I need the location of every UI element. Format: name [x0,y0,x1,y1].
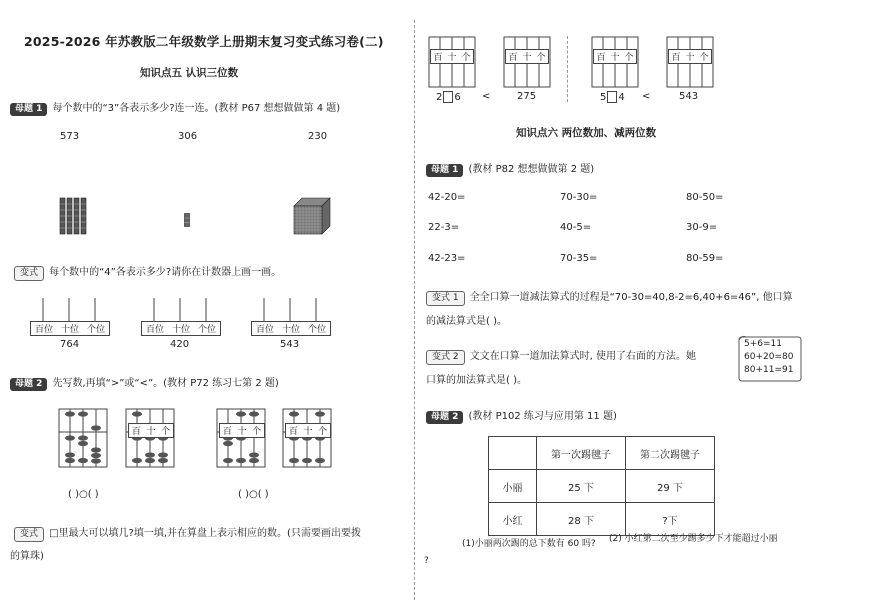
abacus-label-ones: 个 [624,53,634,63]
blank-box[interactable] [607,91,617,103]
table-cell: 小丽 [489,470,537,503]
abacus-top-2 [503,36,551,88]
v2-badge: 变式 [14,527,44,542]
digit-pre: 5 [600,92,607,103]
s6-v1-text-cont: 的减法算式是( )。 [426,316,507,327]
abacus-label-hundreds: 百 [288,427,298,437]
table-cell: 28 下 [537,503,626,536]
sub-question-2-end: ? [424,556,429,566]
abacus-label-hundreds: 百 [433,53,443,63]
s6-v1-badge: 变式 1 [426,291,465,306]
s6-v2-badge: 变式 2 [426,350,465,365]
abacus-2 [125,408,175,468]
s6-v2-line [426,344,696,365]
number-230: 230 [308,131,328,142]
q1-text: 每个数中的“3”各表示多少?连一连。(教材 P67 想想做做第 4 题) [52,103,341,114]
abacus-label-tens: 十 [685,53,695,63]
q2-text: 先写数,再填“>”或“<”。(教材 P72 练习七第 2 题) [52,378,279,389]
place-label-hundreds: 百位 [255,325,274,335]
place-label-hundreds: 百位 [34,325,53,335]
abacus-4 [282,408,332,468]
top-divider [567,36,568,102]
tens-rods-image [58,196,88,236]
compare-left [436,91,461,103]
place-label-tens: 十位 [281,325,300,335]
s6-q2-badge: 母题 2 [426,411,463,424]
compare-b-left: 275 [517,91,537,102]
number-306: 306 [178,131,198,142]
calc-r1c3: 80-50= [686,192,724,203]
abacus-label-ones: 个 [461,53,471,63]
counter-764 [30,296,110,336]
calc-r1c1: 42-20= [428,192,466,203]
counter-number-764: 764 [60,339,80,350]
s6-v2-text-cont: 口算的加法算式是( )。 [426,375,527,386]
abacus-label-tens: 十 [146,427,156,437]
scroll-method-box [738,333,802,383]
v1-text: 每个数中的“4”各表示多少?请你在计数器上画一画。 [49,267,282,278]
place-label-tens: 十位 [60,325,79,335]
counter-number-420: 420 [170,339,190,350]
sub-question-1: (1)小丽两次踢的总下数有 60 吗? [462,539,596,549]
table-cell: ?下 [626,503,715,536]
scroll-line-1: 5+6=11 [744,339,782,349]
ones-cubes-image [184,213,190,227]
abacus-label-ones: 个 [699,53,709,63]
abacus-label-ones: 个 [318,427,328,437]
compare-right [600,91,625,103]
calc-r3c1: 42-23= [428,253,466,264]
abacus-top-3 [591,36,639,88]
compare-op-left: < [482,91,491,102]
table-cell: 25 下 [537,470,626,503]
place-label-ones: 个位 [307,325,326,335]
column-divider [414,20,415,600]
table-cell: 小红 [489,503,537,536]
s6-q1-line [426,157,594,177]
s6-v1-text: 全全口算一道减法算式的过程是“70-30=40,8-2=6,40+6=46”, 他口算 [469,292,793,303]
table-row [489,470,715,503]
compare-op-right: < [642,91,651,102]
abacus-label-tens: 十 [447,53,457,63]
counter-number-543: 543 [280,339,300,350]
number-573: 573 [60,131,80,142]
place-label-hundreds: 百位 [145,325,164,335]
s6-q1-text: (教材 P82 想想做做第 2 题) [468,164,595,175]
abacus-label-ones: 个 [252,427,262,437]
score-table [488,436,715,536]
hundreds-cube-image [292,194,332,236]
compare-blank-2[interactable]: ( )○( ) [238,489,269,500]
sub-question-2: (2) 小红第二次至少踢多少下才能超过小丽 [609,534,778,544]
scroll-line-3: 80+11=91 [744,365,794,375]
s6-q2-line [426,404,617,424]
abacus-3 [216,408,266,468]
table-header-empty [489,437,537,470]
q1-badge: 母题 1 [10,103,47,116]
q2-line [10,371,279,391]
table-header-row [489,437,715,470]
abacus-top-1 [428,36,476,88]
s6-q1-badge: 母题 1 [426,164,463,177]
calc-r3c3: 80-59= [686,253,724,264]
place-label-tens: 十位 [171,325,190,335]
counter-420 [141,296,221,336]
s6-q2-text: (教材 P102 练习与应用第 11 题) [468,411,617,422]
digit-pre: 2 [436,92,443,103]
place-label-ones: 个位 [86,325,105,335]
abacus-label-hundreds: 百 [671,53,681,63]
abacus-label-ones: 个 [161,427,171,437]
calc-r2c1: 22-3= [428,222,460,233]
abacus-label-ones: 个 [536,53,546,63]
calc-r2c3: 30-9= [686,222,718,233]
v2-text-cont: 的算珠) [10,551,44,562]
abacus-label-tens: 十 [303,427,313,437]
abacus-label-hundreds: 百 [596,53,606,63]
s6-v2-text: 文文在口算一道加法算式时, 使用了右面的方法。她 [469,351,697,362]
compare-b-right: 543 [679,91,699,102]
scroll-line-2: 60+20=80 [744,352,794,362]
section-5-title: 知识点五 认识三位数 [140,67,239,79]
table-header-first: 第一次踢毽子 [537,437,626,470]
page-title: 2025-2026 年苏教版二年级数学上册期末复习变式练习卷(二) [24,34,384,49]
abacus-top-4 [666,36,714,88]
table-cell: 29 下 [626,470,715,503]
digit-post: 6 [454,92,461,103]
v1-line [14,260,281,281]
abacus-label-hundreds: 百 [222,427,232,437]
v1-badge: 变式 [14,266,44,281]
calc-r3c2: 70-35= [560,253,598,264]
abacus-label-tens: 十 [237,427,247,437]
v2-line [14,521,361,542]
digit-post: 4 [618,92,625,103]
abacus-label-tens: 十 [522,53,532,63]
counter-543 [251,296,331,336]
section-6-title: 知识点六 两位数加、减两位数 [516,127,657,139]
abacus-label-hundreds: 百 [131,427,141,437]
place-label-ones: 个位 [197,325,216,335]
abacus-label-tens: 十 [610,53,620,63]
s6-v1-line [426,285,793,306]
abacus-label-hundreds: 百 [508,53,518,63]
v2-text: □里最大可以填几?填一填,并在算盘上表示相应的数。(只需要画出要拨 [49,528,361,539]
blank-box[interactable] [443,91,453,103]
abacus-1 [58,408,108,468]
calc-r1c2: 70-30= [560,192,598,203]
q1-line [10,96,340,116]
table-header-second: 第二次踢毽子 [626,437,715,470]
compare-blank-1[interactable]: ( )○( ) [68,489,99,500]
calc-r2c2: 40-5= [560,222,592,233]
q2-badge: 母题 2 [10,378,47,391]
